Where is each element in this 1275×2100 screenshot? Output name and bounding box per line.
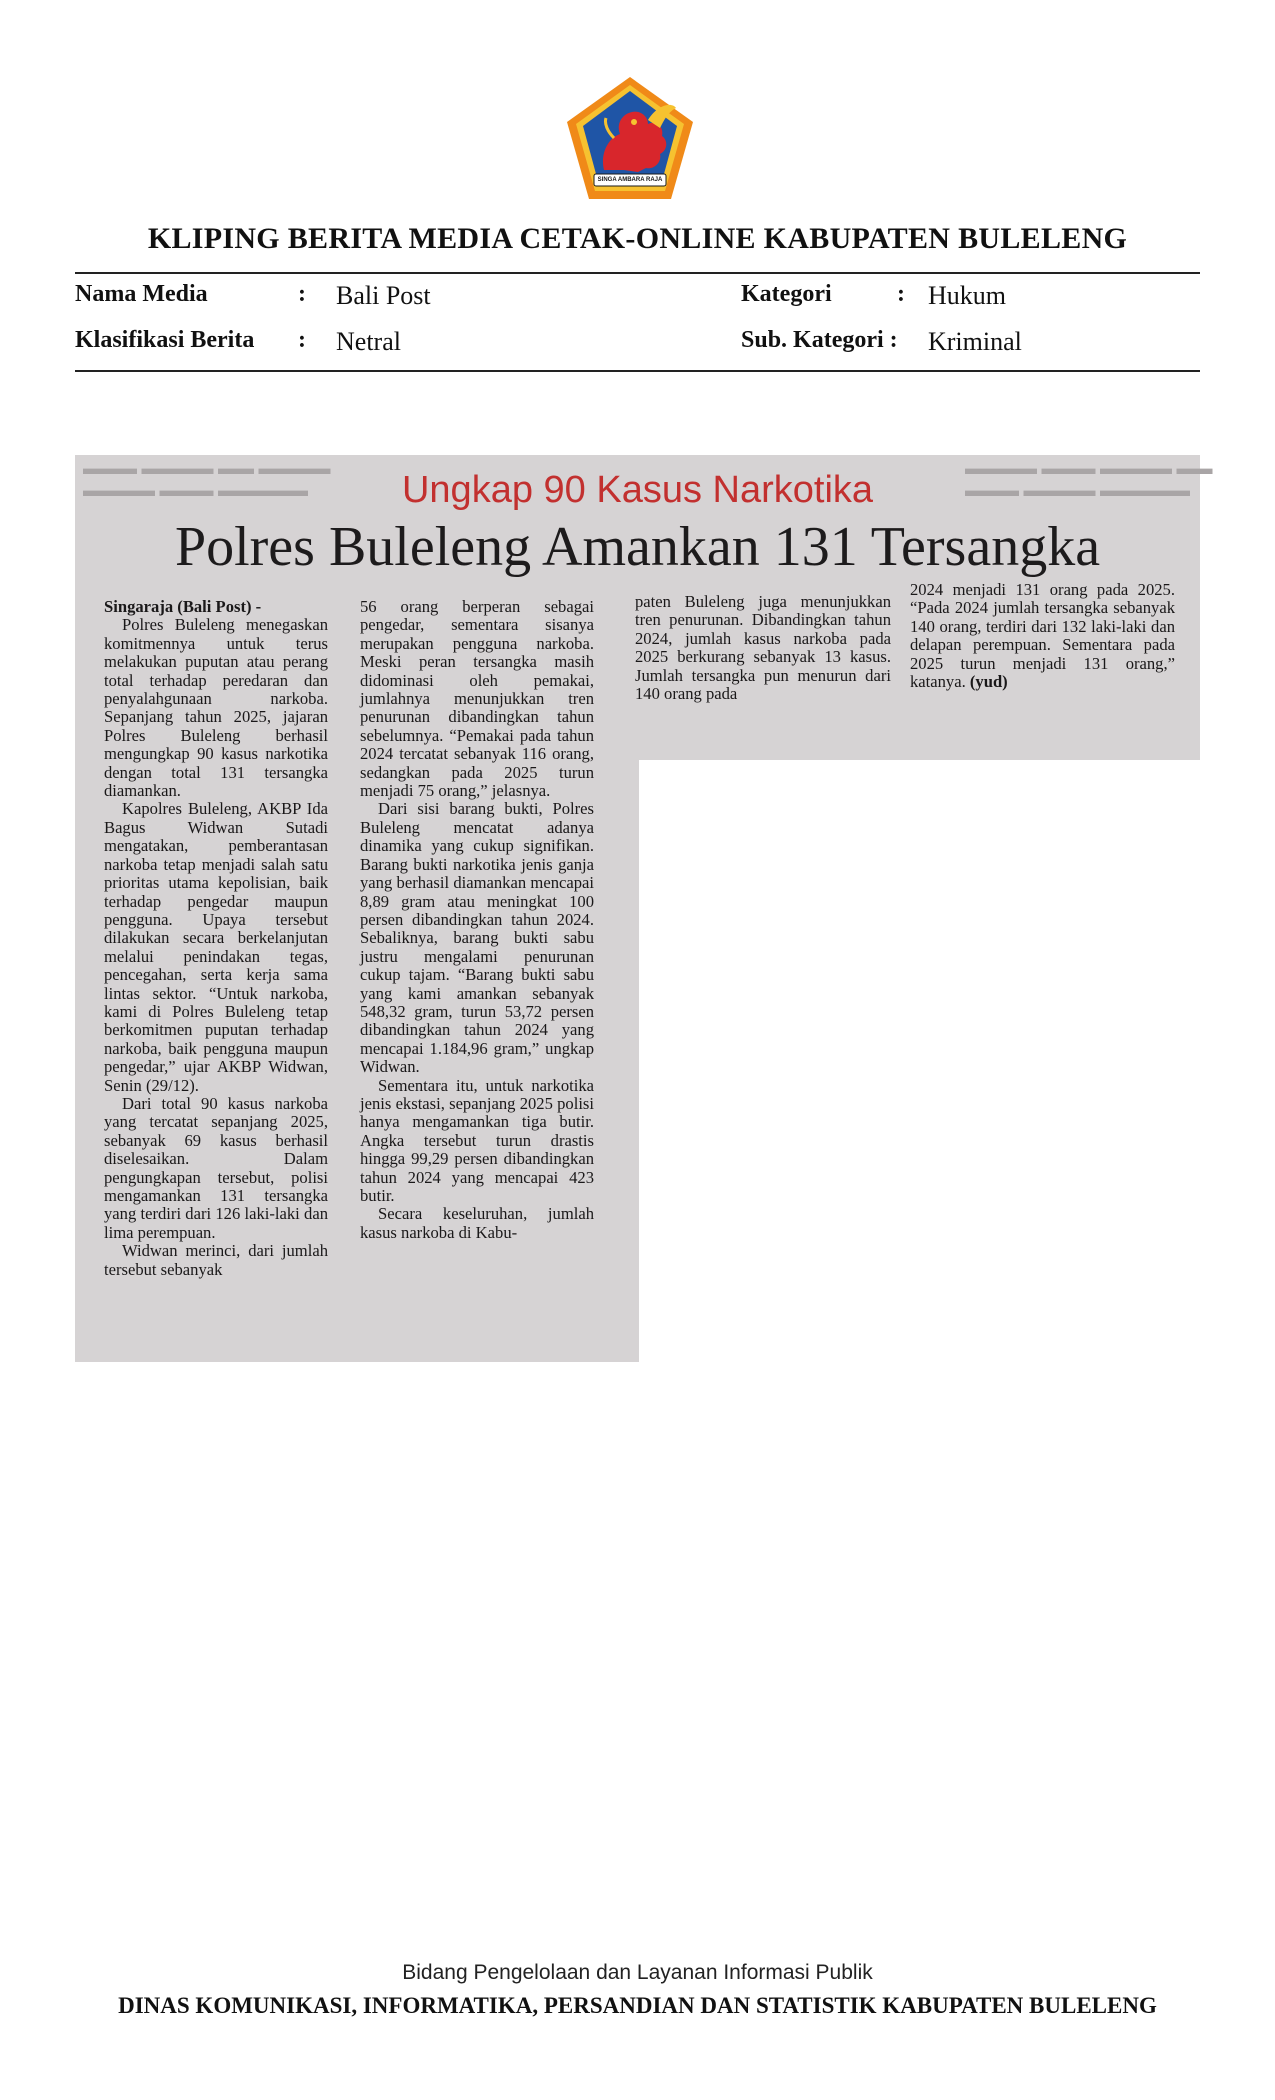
neighbour-article-fragment: ▬▬▬ ▬▬▬▬ ▬▬ ▬▬▬▬ [83, 458, 331, 478]
neighbour-article-fragment: ▬▬▬ ▬▬▬▬ ▬▬▬▬▬ [965, 480, 1190, 500]
article-paragraph: Dari sisi barang bukti, Polres Buleleng mencatat adanya dinamika yang cukup signifikan. Barang bukti narkotika jenis ganja yang berhasil diamankan mencapai 8,89 gram atau meningkat 100 persen dibandingkan tahun 2024. Sebaliknya, barang bukti sabu justru mengalami penurunan cukup tajam. “Barang bukti sabu yang kami amankan sebanyak 548,32 gram, turun 53,72 persen dibandingkan tahun 2024 yang mencapai 1.184,96 gram,” ungkap Widwan. [360, 799, 594, 1077]
article-dateline: Singaraja (Bali Post) - [104, 597, 262, 616]
article-paragraph: Sementara itu, untuk narkotika jenis ekstasi, sepanjang 2025 polisi hanya mengamankan tiga butir. Angka tersebut turun drastis hingga 99,29 persen dibandingkan tahun 2024 yang mencapai 423 butir. [360, 1075, 594, 1205]
article-column-3 [635, 593, 891, 703]
sub-kategori-value: Kriminal [928, 327, 1022, 356]
newspaper-clipping [75, 455, 1213, 1362]
article-kicker: Ungkap 90 Kasus Narkotika [401, 469, 874, 511]
sub-kategori-label: Sub. Kategori : [741, 327, 898, 353]
article-column-1 [104, 598, 328, 1279]
article-column-4 [910, 581, 1175, 691]
article-headline: Polres Buleleng Amankan 131 Tersangka [174, 516, 1101, 578]
article-paragraph: Secara keseluruhan, jumlah kasus narkoba di Kabu- [360, 1204, 594, 1242]
nama-media-label: Nama Media [75, 281, 208, 307]
logo-motto: SINGA AMBARA RAJA [597, 177, 663, 183]
article-paragraph: 2024 menjadi 131 orang pada 2025. “Pada 2024 jumlah tersangka sebanyak 140 orang, terdiri dari 132 laki-laki dan delapan perempuan. Sementara pada 2025 turun menjadi 131 orang,” katanya. [910, 580, 1175, 692]
page-title: KLIPING BERITA MEDIA CETAK-ONLINE KABUPATEN BULELENG [147, 222, 1128, 255]
header-divider-top [75, 272, 1200, 274]
kategori-label: Kategori [741, 281, 832, 307]
article-paragraph: paten Buleleng juga menunjukkan tren penurunan. Dibandingkan tahun 2024, jumlah kasus narkoba pada 2025 berkurang sebanyak 13 kasus. Jumlah tersangka pun menurun dari 140 orang pada [635, 592, 891, 704]
klasifikasi-berita-label: Klasifikasi Berita [75, 327, 255, 353]
neighbour-article-fragment: ▬▬▬▬ ▬▬▬ ▬▬▬▬▬ [83, 480, 308, 500]
article-paragraph: Widwan merinci, dari jumlah tersebut sebanyak [104, 1241, 328, 1279]
article-byline: (yud) [969, 672, 1008, 692]
kategori-value: Hukum [928, 281, 1006, 310]
nama-media-separator: : [298, 281, 306, 307]
nama-media-value: Bali Post [336, 281, 431, 310]
kategori-separator: : [897, 281, 905, 307]
article-paragraph: Kapolres Buleleng, AKBP Ida Bagus Widwan Sutadi mengatakan, pemberantasan narkoba tetap menjadi salah satu prioritas utama kepolisian, baik terhadap pengedar maupun pengguna. Upaya tersebut dilakukan secara berkelanjutan melalui penindakan tegas, pencegahan, serta kerja sama lintas sektor. “Untuk narkoba, kami di Polres Buleleng tetap berkomitmen puputan terhadap narkoba, baik pengguna maupun pengedar,” ujar AKBP Widwan, Senin (29/12). [104, 799, 328, 1095]
klasifikasi-separator: : [298, 327, 306, 353]
article-paragraph: 56 orang berperan sebagai pengedar, sementara sisanya merupakan pengguna narkoba. Meski peran tersangka masih didominasi oleh pemakai, jumlahnya menunjukkan tren penurunan dibandingkan tahun sebelumnya. “Pemakai pada tahun 2024 tercatat sebanyak 116 orang, sedangkan pada 2025 turun menjadi 75 orang,” jelasnya. [360, 597, 594, 801]
article-column-2 [360, 598, 594, 1242]
article-paragraph: Polres Buleleng menegaskan komitmennya untuk terus melakukan puputan atau perang total terhadap peredaran dan penyalahgunaan narkoba. Sepanjang tahun 2025, jajaran Polres Buleleng berhasil mengungkap 90 kasus narkotika dengan total 131 tersangka diamankan. [104, 615, 328, 801]
footer-agency: DINAS KOMUNIKASI, INFORMATIKA, PERSANDIAN DAN STATISTIK KABUPATEN BULELENG [118, 1993, 1157, 2018]
footer-unit: Bidang Pengelolaan dan Layanan Informasi Publik [402, 1961, 873, 1984]
klasifikasi-berita-value: Netral [336, 327, 401, 356]
neighbour-article-fragment: ▬▬▬▬ ▬▬▬ ▬▬▬▬ ▬▬ [965, 458, 1213, 478]
article-paragraph: Dari total 90 kasus narkoba yang tercatat sepanjang 2025, sebanyak 69 kasus berhasil diselesaikan. Dalam pengungkapan tersebut, polisi mengamankan 131 tersangka yang terdiri dari 126 laki-laki dan lima perempuan. [104, 1093, 328, 1242]
kabupaten-buleleng-logo [564, 74, 696, 202]
header-divider-bottom [75, 370, 1200, 372]
